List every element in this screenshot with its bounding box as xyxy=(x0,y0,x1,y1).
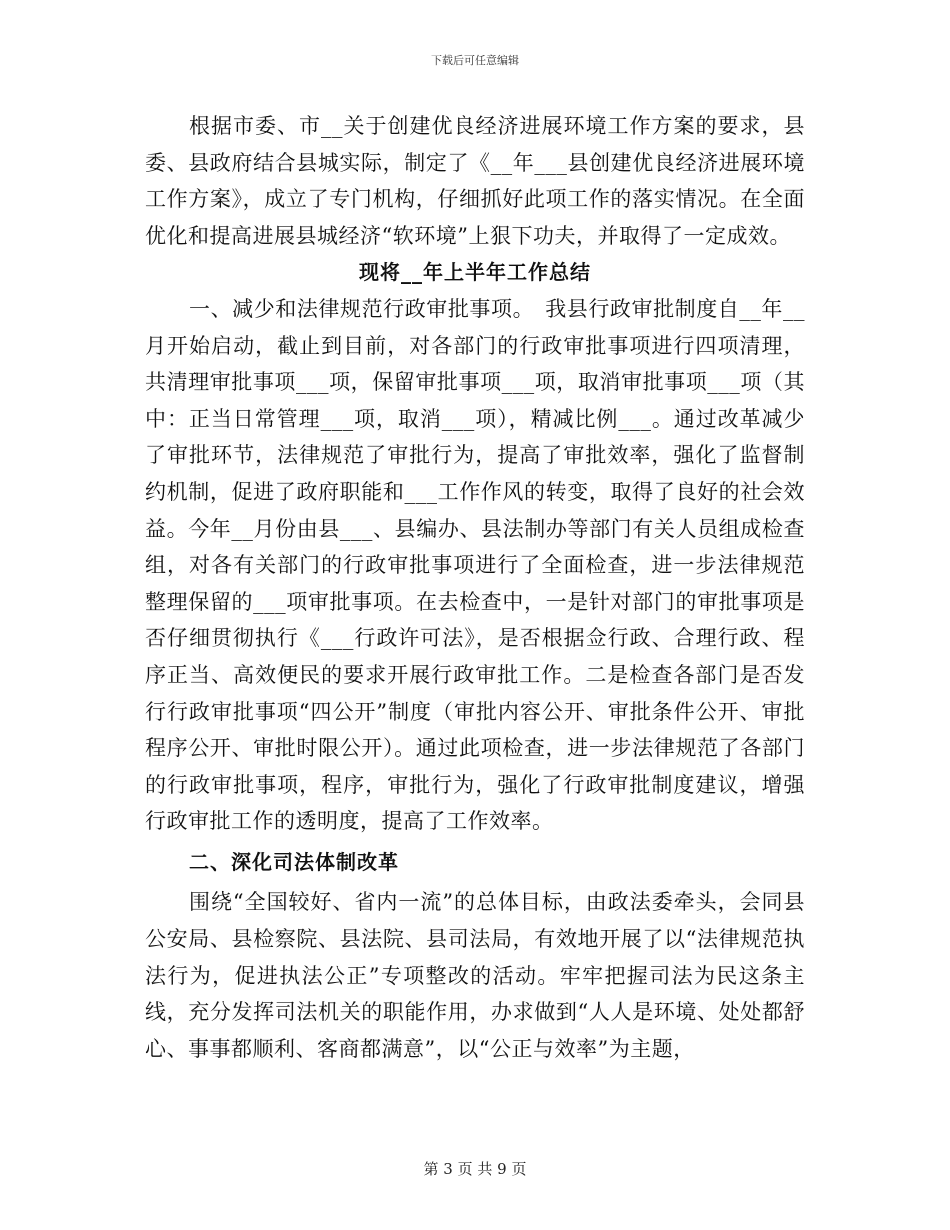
intro-paragraph: 根据市委、市__关于创建优良经济进展环境工作方案的要求，县委、县政府结合县城实际，制定了《__年___县创建优良经济进展环境工作方案》，成立了专门机构，仔细抓好此项工作的落实情况。在全面优化和提高进展县城经济“软环境”上狠下功夫，并取得了一定成效。 xyxy=(145,114,805,248)
section-title: 现将__年上半年工作总结 xyxy=(359,260,591,285)
page-number: 第 3 页 共 9 页 xyxy=(423,1160,527,1178)
section1-paragraph: 一、减少和法律规范行政审批事项。 我县行政审批制度自__年__月开始启动，截止到目前，对各部门的行政审批事项进行四项清理，共清理审批事项___项，保留审批事项___项，取消审批事项___项（其中：正当日常管理___项，取消___项），精减比例___。通过改革减少了审批环节，法律规范了审批行为，提高了审批效率，强化了监督制约机制，促进了政府职能和___工作作风的转变，取得了良好的社会效益。今年__月份由县___、县编办、县法制办等部门有关人员组成检查组，对各有关部门的行政审批事项进行了全面检查，进一步法律规范整理保留的___项审批事项。在去检查中，一是针对部门的审批事项是否仔细贯彻执行《___行政许可法》，是否根据佥行政、合理行政、程序正当、高效便民的要求开展行政审批工作。二是检查各部门是否发行行政审批事项“四公开”制度（审批内容公开、审批条件公开、审批程序公开、审批时限公开）。通过此项检查，进一步法律规范了各部门的行政审批事项，程序，审批行为，强化了行政审批制度建议，增强行政审批工作的透明度，提高了工作效率。 xyxy=(145,296,805,834)
section2-heading: 二、深化司法体制改革 xyxy=(189,849,399,874)
section2-paragraph: 围绕“全国较好、省内一流”的总体目标，由政法委牵头，会同县公安局、县检察院、县法院、县司法局，有效地开展了以“法律规范执法行为，促进执法公正”专项整改的活动。牢牢把握司法为民这条主线，充分发挥司法机关的职能作用，办求做到“人人是环境、处处都舒心、事事都顺利、客商都满意”，以“公正与效率”为主题， xyxy=(145,890,805,1061)
document-body xyxy=(145,108,805,1067)
page-header-note: 下载后可任意编辑 xyxy=(431,54,519,67)
